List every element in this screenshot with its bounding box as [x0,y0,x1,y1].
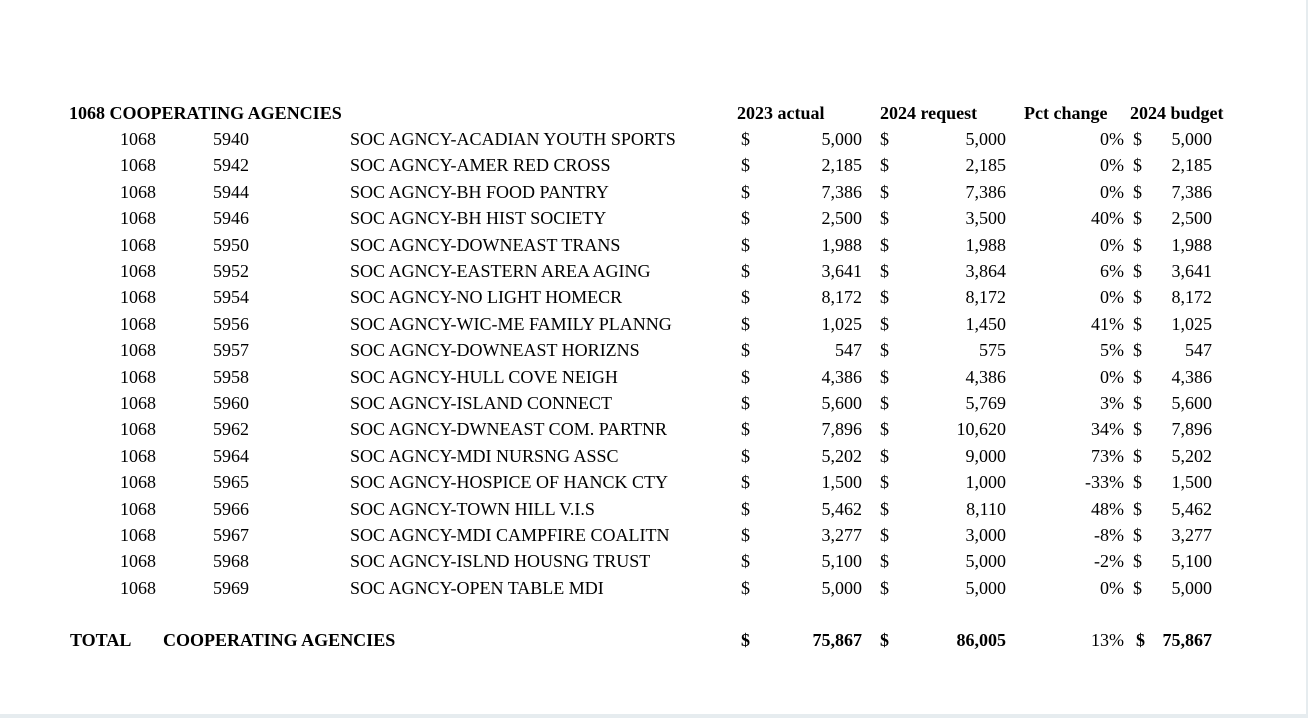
fund-code: 1068 [120,366,156,387]
table-row [0,181,1306,207]
item-description: SOC AGNCY-DOWNEAST TRANS [350,234,621,255]
budget-currency: $ [1133,551,1142,572]
request-amount: 1,450 [965,313,1006,334]
table-row [0,392,1306,418]
actual-amount: 4,386 [821,366,862,387]
table-row [0,366,1306,392]
actual-currency: $ [741,551,750,572]
actual-currency: $ [741,208,750,229]
header-pct-change: Pct change [1024,103,1108,123]
account-number: 5967 [213,525,249,545]
pct-change: 6% [1100,261,1124,281]
request-currency: $ [880,366,889,387]
request-currency: $ [880,155,889,176]
budget-amount: 3,641 [1171,261,1212,281]
account-number: 5965 [213,472,249,493]
actual-amount: 3,277 [821,525,862,545]
actual-amount: 1,500 [821,472,862,493]
account-number: 5940 [213,129,249,149]
request-currency: $ [880,287,889,308]
total-row [0,629,1306,655]
request-amount: 8,110 [966,498,1006,519]
request-currency: $ [880,261,889,281]
total-actual: 75,867 [812,630,862,650]
pct-change: 0% [1100,181,1124,202]
fund-code: 1068 [120,287,156,308]
actual-amount: 5,462 [821,498,862,519]
item-description: SOC AGNCY-BH FOOD PANTRY [350,181,609,202]
item-description: SOC AGNCY-EASTERN AREA AGING [350,261,651,281]
request-amount: 5,769 [965,393,1006,413]
request-amount: 8,172 [965,287,1006,308]
fund-code: 1068 [120,261,156,281]
account-number: 5950 [213,234,249,255]
request-amount: 3,500 [965,208,1006,229]
pct-change: 0% [1100,366,1124,387]
budget-amount: 5,462 [1171,498,1212,519]
item-description: SOC AGNCY-ISLAND CONNECT [350,393,613,413]
item-description: SOC AGNCY-ACADIAN YOUTH SPORTS [350,129,676,149]
budget-currency: $ [1133,313,1142,334]
budget-amount: 8,172 [1171,287,1212,308]
fund-code: 1068 [120,234,156,255]
table-row [0,577,1306,603]
fund-code: 1068 [120,181,156,202]
budget-amount: 4,386 [1171,366,1212,387]
actual-amount: 2,185 [821,155,862,176]
account-number: 5952 [213,261,249,281]
request-currency: $ [880,181,889,202]
pct-change: -8% [1094,525,1124,545]
actual-amount: 2,500 [821,208,862,229]
budget-currency: $ [1133,472,1142,493]
request-amount: 3,864 [965,261,1006,281]
budget-currency: $ [1133,129,1142,149]
budget-currency: $ [1133,234,1142,255]
section-title: 1068 COOPERATING AGENCIES [69,103,342,123]
pct-change: -2% [1094,551,1124,572]
actual-currency: $ [741,287,750,308]
account-number: 5946 [213,208,249,229]
item-description: SOC AGNCY-ISLND HOUSNG TRUST [350,551,651,572]
account-number: 5969 [213,577,249,598]
actual-currency: $ [741,181,750,202]
actual-currency: $ [741,577,750,598]
request-currency: $ [880,498,889,519]
item-description: SOC AGNCY-AMER RED CROSS [350,155,611,176]
actual-currency: $ [741,313,750,334]
table-row [0,313,1306,339]
table-row [0,128,1306,154]
pct-change: 5% [1100,340,1124,361]
request-currency: $ [880,129,889,149]
budget-currency: $ [1133,261,1142,281]
actual-currency: $ [741,155,750,176]
budget-amount: 2,500 [1171,208,1212,229]
pct-change: 40% [1091,208,1124,229]
header-2024-budget: 2024 budget [1130,103,1224,123]
fund-code: 1068 [120,313,156,334]
account-number: 5954 [213,287,249,308]
item-description: SOC AGNCY-HOSPICE OF HANCK CTY [350,472,669,493]
budget-currency: $ [1133,366,1142,387]
account-number: 5957 [213,340,249,361]
account-number: 5960 [213,393,249,413]
account-number: 5964 [213,445,249,466]
fund-code: 1068 [120,208,156,229]
actual-amount: 5,000 [821,129,862,149]
actual-currency: $ [741,445,750,466]
actual-amount: 5,600 [821,393,862,413]
actual-amount: 5,100 [821,551,862,572]
request-currency: $ [880,393,889,413]
request-currency: $ [880,419,889,440]
request-amount: 5,000 [965,551,1006,572]
account-number: 5958 [213,366,249,387]
header-2024-request: 2024 request [880,103,978,123]
request-amount: 9,000 [965,445,1006,466]
actual-amount: 5,202 [821,445,862,466]
request-currency: $ [880,445,889,466]
table-row [0,498,1306,524]
account-number: 5944 [213,181,249,202]
actual-currency: $ [741,472,750,493]
request-amount: 1,988 [965,234,1006,255]
item-description: SOC AGNCY-BH HIST SOCIETY [350,208,607,229]
request-currency: $ [880,577,889,598]
budget-amount: 7,896 [1171,419,1212,440]
actual-currency: $ [741,340,750,361]
total-label: TOTAL [70,630,132,650]
request-amount: 7,386 [965,181,1006,202]
budget-currency: $ [1133,498,1142,519]
item-description: SOC AGNCY-TOWN HILL V.I.S [350,498,595,519]
fund-code: 1068 [120,393,156,413]
budget-amount: 5,202 [1171,445,1212,466]
budget-amount: 1,025 [1171,313,1212,334]
table-row [0,445,1306,471]
fund-code: 1068 [120,340,156,361]
actual-currency: $ [741,498,750,519]
item-description: SOC AGNCY-WIC-ME FAMILY PLANNG [350,313,672,334]
actual-amount: 547 [835,340,862,361]
table-row [0,207,1306,233]
item-description: SOC AGNCY-HULL COVE NEIGH [350,366,618,387]
budget-currency: $ [1133,445,1142,466]
budget-currency: $ [1133,155,1142,176]
actual-amount: 5,000 [821,577,862,598]
pct-change: 0% [1100,287,1124,308]
pct-change: -33% [1085,472,1124,493]
fund-code: 1068 [120,551,156,572]
budget-amount: 1,988 [1171,234,1212,255]
fund-code: 1068 [120,577,156,598]
budget-amount: 5,100 [1171,551,1212,572]
actual-currency: $ [741,234,750,255]
request-currency: $ [880,208,889,229]
item-description: SOC AGNCY-OPEN TABLE MDI [350,577,604,598]
total-budget-currency: $ [1136,630,1145,650]
actual-currency: $ [741,393,750,413]
budget-currency: $ [1133,419,1142,440]
request-amount: 5,000 [965,129,1006,149]
fund-code: 1068 [120,419,156,440]
budget-currency: $ [1133,181,1142,202]
fund-code: 1068 [120,472,156,493]
total-pct-change: 13% [1091,630,1124,650]
budget-currency: $ [1133,393,1142,413]
fund-code: 1068 [120,525,156,545]
actual-currency: $ [741,261,750,281]
table-row [0,339,1306,365]
item-description: SOC AGNCY-DOWNEAST HORIZNS [350,340,640,361]
account-number: 5942 [213,155,249,176]
pct-change: 0% [1100,577,1124,598]
budget-amount: 1,500 [1171,472,1212,493]
actual-currency: $ [741,129,750,149]
table-row [0,286,1306,312]
request-amount: 5,000 [965,577,1006,598]
pct-change: 48% [1091,498,1124,519]
budget-currency: $ [1133,577,1142,598]
budget-amount: 2,185 [1171,155,1212,176]
table-row [0,471,1306,497]
request-currency: $ [880,551,889,572]
table-row [0,154,1306,180]
table-row [0,260,1306,286]
table-row [0,524,1306,550]
request-currency: $ [880,313,889,334]
request-currency: $ [880,340,889,361]
header-2023-actual: 2023 actual [737,103,825,123]
budget-amount: 7,386 [1171,181,1212,202]
item-description: SOC AGNCY-MDI CAMPFIRE COALITN [350,525,670,545]
actual-currency: $ [741,419,750,440]
item-description: SOC AGNCY-NO LIGHT HOMECR [350,287,623,308]
pct-change: 3% [1100,393,1124,413]
request-currency: $ [880,234,889,255]
fund-code: 1068 [120,129,156,149]
pct-change: 41% [1091,313,1124,334]
request-amount: 1,000 [965,472,1006,493]
fund-code: 1068 [120,445,156,466]
pct-change: 0% [1100,234,1124,255]
total-budget: 75,867 [1162,630,1212,650]
actual-amount: 1,988 [821,234,862,255]
pct-change: 73% [1091,445,1124,466]
pct-change: 34% [1091,419,1124,440]
actual-amount: 8,172 [821,287,862,308]
total-actual-currency: $ [741,630,750,650]
fund-code: 1068 [120,498,156,519]
request-currency: $ [880,525,889,545]
actual-amount: 7,386 [821,181,862,202]
account-number: 5962 [213,419,249,440]
budget-currency: $ [1133,340,1142,361]
actual-currency: $ [741,525,750,545]
budget-amount: 547 [1185,340,1212,361]
actual-currency: $ [741,366,750,387]
request-amount: 2,185 [965,155,1006,176]
request-amount: 575 [979,340,1006,361]
total-request-currency: $ [880,630,889,650]
table-row [0,418,1306,444]
total-request: 86,005 [956,630,1006,650]
request-amount: 3,000 [965,525,1006,545]
request-amount: 10,620 [956,419,1006,440]
request-currency: $ [880,472,889,493]
account-number: 5968 [213,551,249,572]
table-row [0,550,1306,576]
fund-code: 1068 [120,155,156,176]
pct-change: 0% [1100,155,1124,176]
item-description: SOC AGNCY-MDI NURSNG ASSC [350,445,619,466]
account-number: 5966 [213,498,249,519]
account-number: 5956 [213,313,249,334]
actual-amount: 7,896 [821,419,862,440]
actual-amount: 1,025 [821,313,862,334]
table-row [0,234,1306,260]
pct-change: 0% [1100,129,1124,149]
budget-amount: 3,277 [1171,525,1212,545]
item-description: SOC AGNCY-DWNEAST COM. PARTNR [350,419,667,440]
budget-currency: $ [1133,208,1142,229]
actual-amount: 3,641 [821,261,862,281]
budget-amount: 5,600 [1171,393,1212,413]
budget-currency: $ [1133,287,1142,308]
budget-amount: 5,000 [1171,129,1212,149]
request-amount: 4,386 [965,366,1006,387]
total-description: COOPERATING AGENCIES [163,630,396,650]
budget-currency: $ [1133,525,1142,545]
budget-amount: 5,000 [1171,577,1212,598]
